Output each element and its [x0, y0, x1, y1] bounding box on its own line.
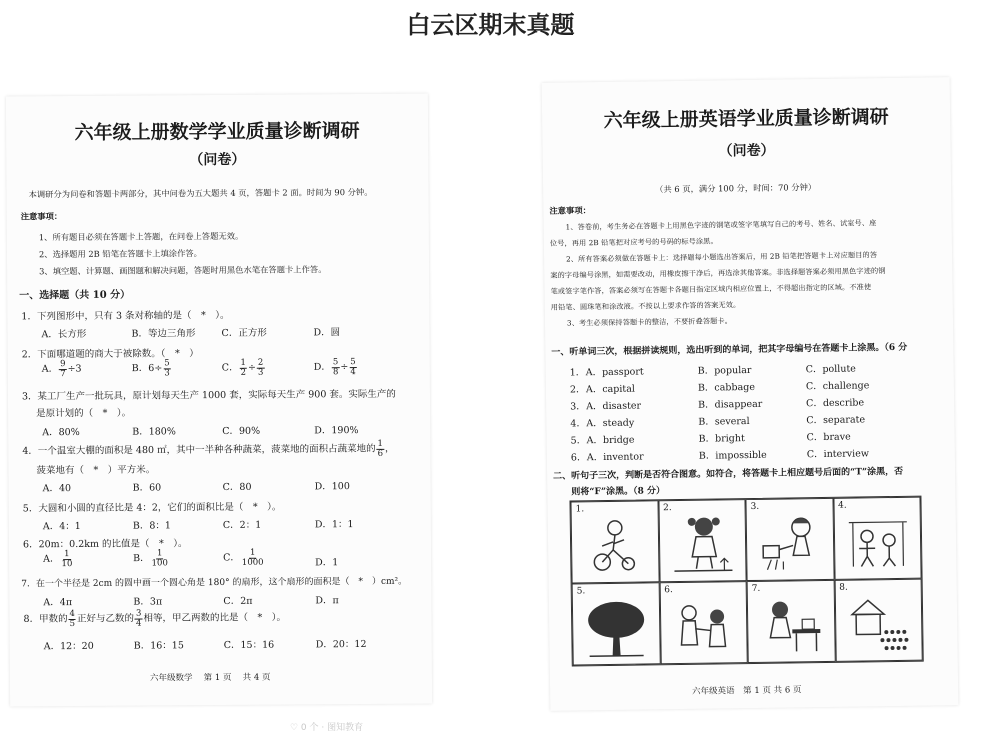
word-option-a: A．disaster	[586, 400, 642, 413]
girl-planting-icon	[669, 512, 736, 577]
math-q8: 8．甲数的 $\frac{4}{5}$ 正好与乙数的 $\frac{3}{4}$ 相等，甲乙两数的比是（ * ）。	[23, 608, 286, 629]
math-q7-option-b: B．3π	[133, 596, 163, 608]
math-notice-3: 3、填空题、计算题、画图题和解决问题，答题时用黑色水笔在答题卡上作答。	[39, 264, 327, 277]
math-q2-option-b: B．6÷ $\frac{5}{3}$	[131, 358, 170, 378]
word-option-b: B．several	[698, 416, 750, 428]
english-notice-5: 笔或签字笔作答，答案必须写在答题卡各题目指定区域内相应位置上，不得超出指定的区域。不准使	[550, 282, 872, 296]
boy-watering-icon	[757, 511, 824, 576]
math-q6-option-d: D．1	[315, 557, 339, 569]
picture-cell	[572, 582, 661, 665]
word-option-a: A．passport	[585, 366, 644, 379]
math-notice-label: 注意事项：	[20, 211, 63, 222]
math-q7-option-c: C．2π	[223, 595, 253, 607]
math-q6-option-b: B． $\frac{1}{100}$	[133, 548, 168, 568]
math-q1-option-d: D．圆	[313, 327, 341, 339]
picture-cell	[747, 580, 836, 663]
math-q3-option-c: C．90%	[222, 425, 261, 437]
math-intro: 本调研分为问卷和答题卡两部分，其中问卷为五大题共 4 页，答题卡 2 面。时间为 90 分钟。	[28, 186, 373, 200]
picture-cell	[659, 581, 748, 664]
picture-number: 7.	[751, 583, 761, 594]
english-notice-7: 3、考生必须保持答题卡的整洁，不要折叠答题卡。	[566, 316, 733, 328]
english-exam-paper	[542, 77, 959, 711]
math-q5-option-d: D．1：1	[314, 519, 354, 531]
word-option-b: B．popular	[697, 364, 752, 377]
math-q7-option-a: A．4π	[43, 597, 73, 609]
math-q7-option-d: D．π	[315, 595, 339, 607]
math-q4-option-a: A．40	[42, 483, 72, 495]
math-paper-title: 六年级上册数学学业质量诊断调研	[74, 120, 360, 145]
word-option-b: B．disappear	[698, 398, 763, 411]
math-q6-option-c: C． $\frac{1}{1000}$	[223, 547, 264, 568]
math-q3-option-a: A．80%	[42, 426, 80, 439]
math-q8-option-b: B．16：15	[133, 640, 184, 652]
picture-grid	[569, 496, 923, 667]
watermark-text: ♡ 0 个 · 图知教育	[290, 723, 364, 733]
word-row-number: 1．	[569, 367, 586, 379]
word-option-b: B．cabbage	[697, 381, 755, 394]
math-q1-option-b: B．等边三角形	[131, 328, 196, 340]
math-q2-option-d: D． $\frac{5}{8}$ ÷ $\frac{5}{4}$	[313, 357, 356, 377]
word-row-number: 6．	[570, 452, 587, 464]
word-option-b: B．bright	[698, 433, 745, 445]
math-q4-option-d: D．100	[314, 481, 350, 493]
word-option-a: A．capital	[585, 383, 635, 396]
building-crowd-icon	[845, 592, 912, 657]
math-q2-option-a: A． $\frac{9}{7}$ ÷3	[41, 359, 82, 379]
word-option-a: A．inventor	[586, 451, 644, 464]
math-q5-option-c: C．2：1	[222, 519, 262, 531]
math-q3-line2: 是原计划的（ * ）。	[36, 407, 132, 420]
english-paper-subtitle: （问卷）	[718, 142, 775, 160]
picture-cell	[833, 497, 922, 580]
math-q1-option-c: C．正方形	[221, 327, 267, 339]
child-on-tricycle-icon	[582, 513, 649, 578]
math-q2: 2．下面哪道题的商大于被除数。（ * ）	[21, 348, 199, 361]
kids-playing-icon	[844, 510, 911, 575]
word-option-a: A．steady	[586, 417, 635, 430]
word-option-c: C．describe	[806, 397, 865, 410]
math-q2-option-c: C． $\frac{1}{2}$ ÷ $\frac{2}{3}$	[221, 357, 264, 378]
english-notice-4: 案的字母编号涂黑，如需要改动，用橡皮擦干净后，再选涂其他答案。非选择题答案必须用黑色字迹的钢	[550, 266, 886, 280]
word-row-number: 2．	[569, 384, 586, 396]
english-section-2-line2: 则将“F”涂黑。（8 分）	[571, 486, 666, 498]
math-paper-subtitle: （问卷）	[189, 151, 246, 169]
math-q4-option-c: C．80	[222, 481, 252, 493]
word-row-number: 3．	[570, 401, 586, 413]
english-notice-3: 2、所有答案必须做在答题卡上：选择题每小题选出答案后，用 2B 铅笔把答题卡上对应题目的答	[566, 250, 878, 264]
word-row-number: 4．	[570, 418, 587, 430]
picture-cell	[658, 499, 747, 582]
math-q1: 1．下列图形中，只有 3 条对称轴的是（ * ）。	[21, 309, 230, 323]
word-option-c: C．challenge	[805, 380, 870, 393]
page-banner-title: 白云区期末真题	[406, 11, 575, 39]
word-row-number: 5．	[570, 435, 587, 447]
picture-number: 8.	[839, 582, 848, 593]
tree-icon	[583, 595, 650, 660]
word-option-c: C．separate	[806, 414, 866, 427]
doctor-patient-icon	[670, 594, 737, 659]
math-q7: 7．在一个半径是 2cm 的圆中画一个圆心角是 180° 的扇形，这个扇形的面积是（ * ）cm²。	[21, 576, 408, 590]
math-q8-option-c: C．15：16	[223, 639, 275, 651]
picture-cell	[570, 500, 659, 583]
math-q3-option-d: D．190%	[314, 425, 359, 437]
picture-number: 1.	[575, 504, 585, 515]
math-q3-line1: 3．某工厂生产一批玩具，原计划每天生产 1000 套，实际每天生产 900 套。实际生产的	[21, 388, 396, 403]
english-notice-6: 用铅笔、圆珠笔和涂改液。不按以上要求作答的答案无效。	[550, 300, 741, 312]
math-q8-option-a: A．12：20	[43, 640, 94, 653]
math-q5-option-a: A．4：1	[42, 520, 81, 533]
math-notice-2: 2、选择题用 2B 铅笔在答题卡上填涂作答。	[38, 248, 202, 260]
english-section-2-line1: 二、听句子三次，判断是否符合图意。如符合，将答题卡上相应题号后面的“T”涂黑，否	[553, 466, 904, 482]
picture-number: 6.	[664, 585, 673, 596]
picture-cell	[834, 579, 923, 662]
math-exam-paper	[6, 94, 432, 707]
english-notice-1: 1、答卷前，考生务必在答题卡上用黑色字迹的钢笔或签字笔填写自己的考号、姓名、试室号、座	[565, 218, 877, 232]
math-section-1: 一、选择题（共 10 分）	[19, 289, 131, 302]
math-q4-option-b: B．60	[132, 482, 162, 494]
picture-cell	[745, 498, 834, 581]
picture-number: 3.	[750, 501, 760, 513]
word-option-a: A．bridge	[586, 434, 635, 447]
math-q6-option-a: A． $\frac{1}{10}$	[43, 549, 73, 569]
english-notice-2: 位号，再用 2B 铅笔把对应考号的号码的标号涂黑。	[549, 236, 718, 248]
student-desk-icon	[758, 593, 825, 658]
word-option-c: C．pollute	[805, 363, 856, 376]
english-notice-label: 注意事项：	[549, 205, 591, 216]
english-section-1: 一、听单词三次，根据拼读规则，选出听到的单词，把其字母编号在答题卡上涂黑。（6 分	[551, 342, 908, 358]
picture-number: 4.	[837, 500, 847, 511]
math-q8-option-d: D．20：12	[315, 638, 367, 651]
math-q5: 5．大圆和小圆的直径比是 4：2，它们的面积比是（ * ）。	[22, 501, 282, 515]
math-q1-option-a: A．长方形	[41, 328, 87, 341]
picture-number: 5.	[576, 586, 586, 597]
english-exam-info: （共 6 页，满分 100 分，时间：70 分钟）	[655, 182, 817, 195]
math-notice-1: 1、所有题目必须在答题卡上答题，在问卷上答题无效。	[38, 230, 244, 243]
picture-number: 2.	[663, 503, 672, 514]
math-page-footer: 六年级数学 第 1 页 共 4 页	[149, 672, 271, 684]
math-q5-option-b: B．8：1	[132, 520, 171, 532]
english-paper-title: 六年级上册英语学业质量诊断调研	[603, 106, 889, 133]
math-q6: 6．20m：0.2km 的比值是（ * ）。	[22, 538, 188, 551]
math-q3-option-b: B．180%	[132, 426, 176, 438]
word-option-c: C．brave	[806, 431, 851, 444]
math-q4-line1: 4．一个温室大棚的面积是 480 ㎡，其中一半种各种蔬菜，菠菜地的面积占蔬菜地的 $\frac{1}{6}$ ，	[22, 438, 395, 459]
word-option-c: C．interview	[806, 448, 870, 461]
math-q4-line2: 菠菜地有（ * ）平方米。	[36, 464, 156, 477]
word-option-b: B．impossible	[698, 449, 767, 462]
english-page-footer: 六年级英语 第 1 页 共 6 页	[692, 685, 802, 697]
